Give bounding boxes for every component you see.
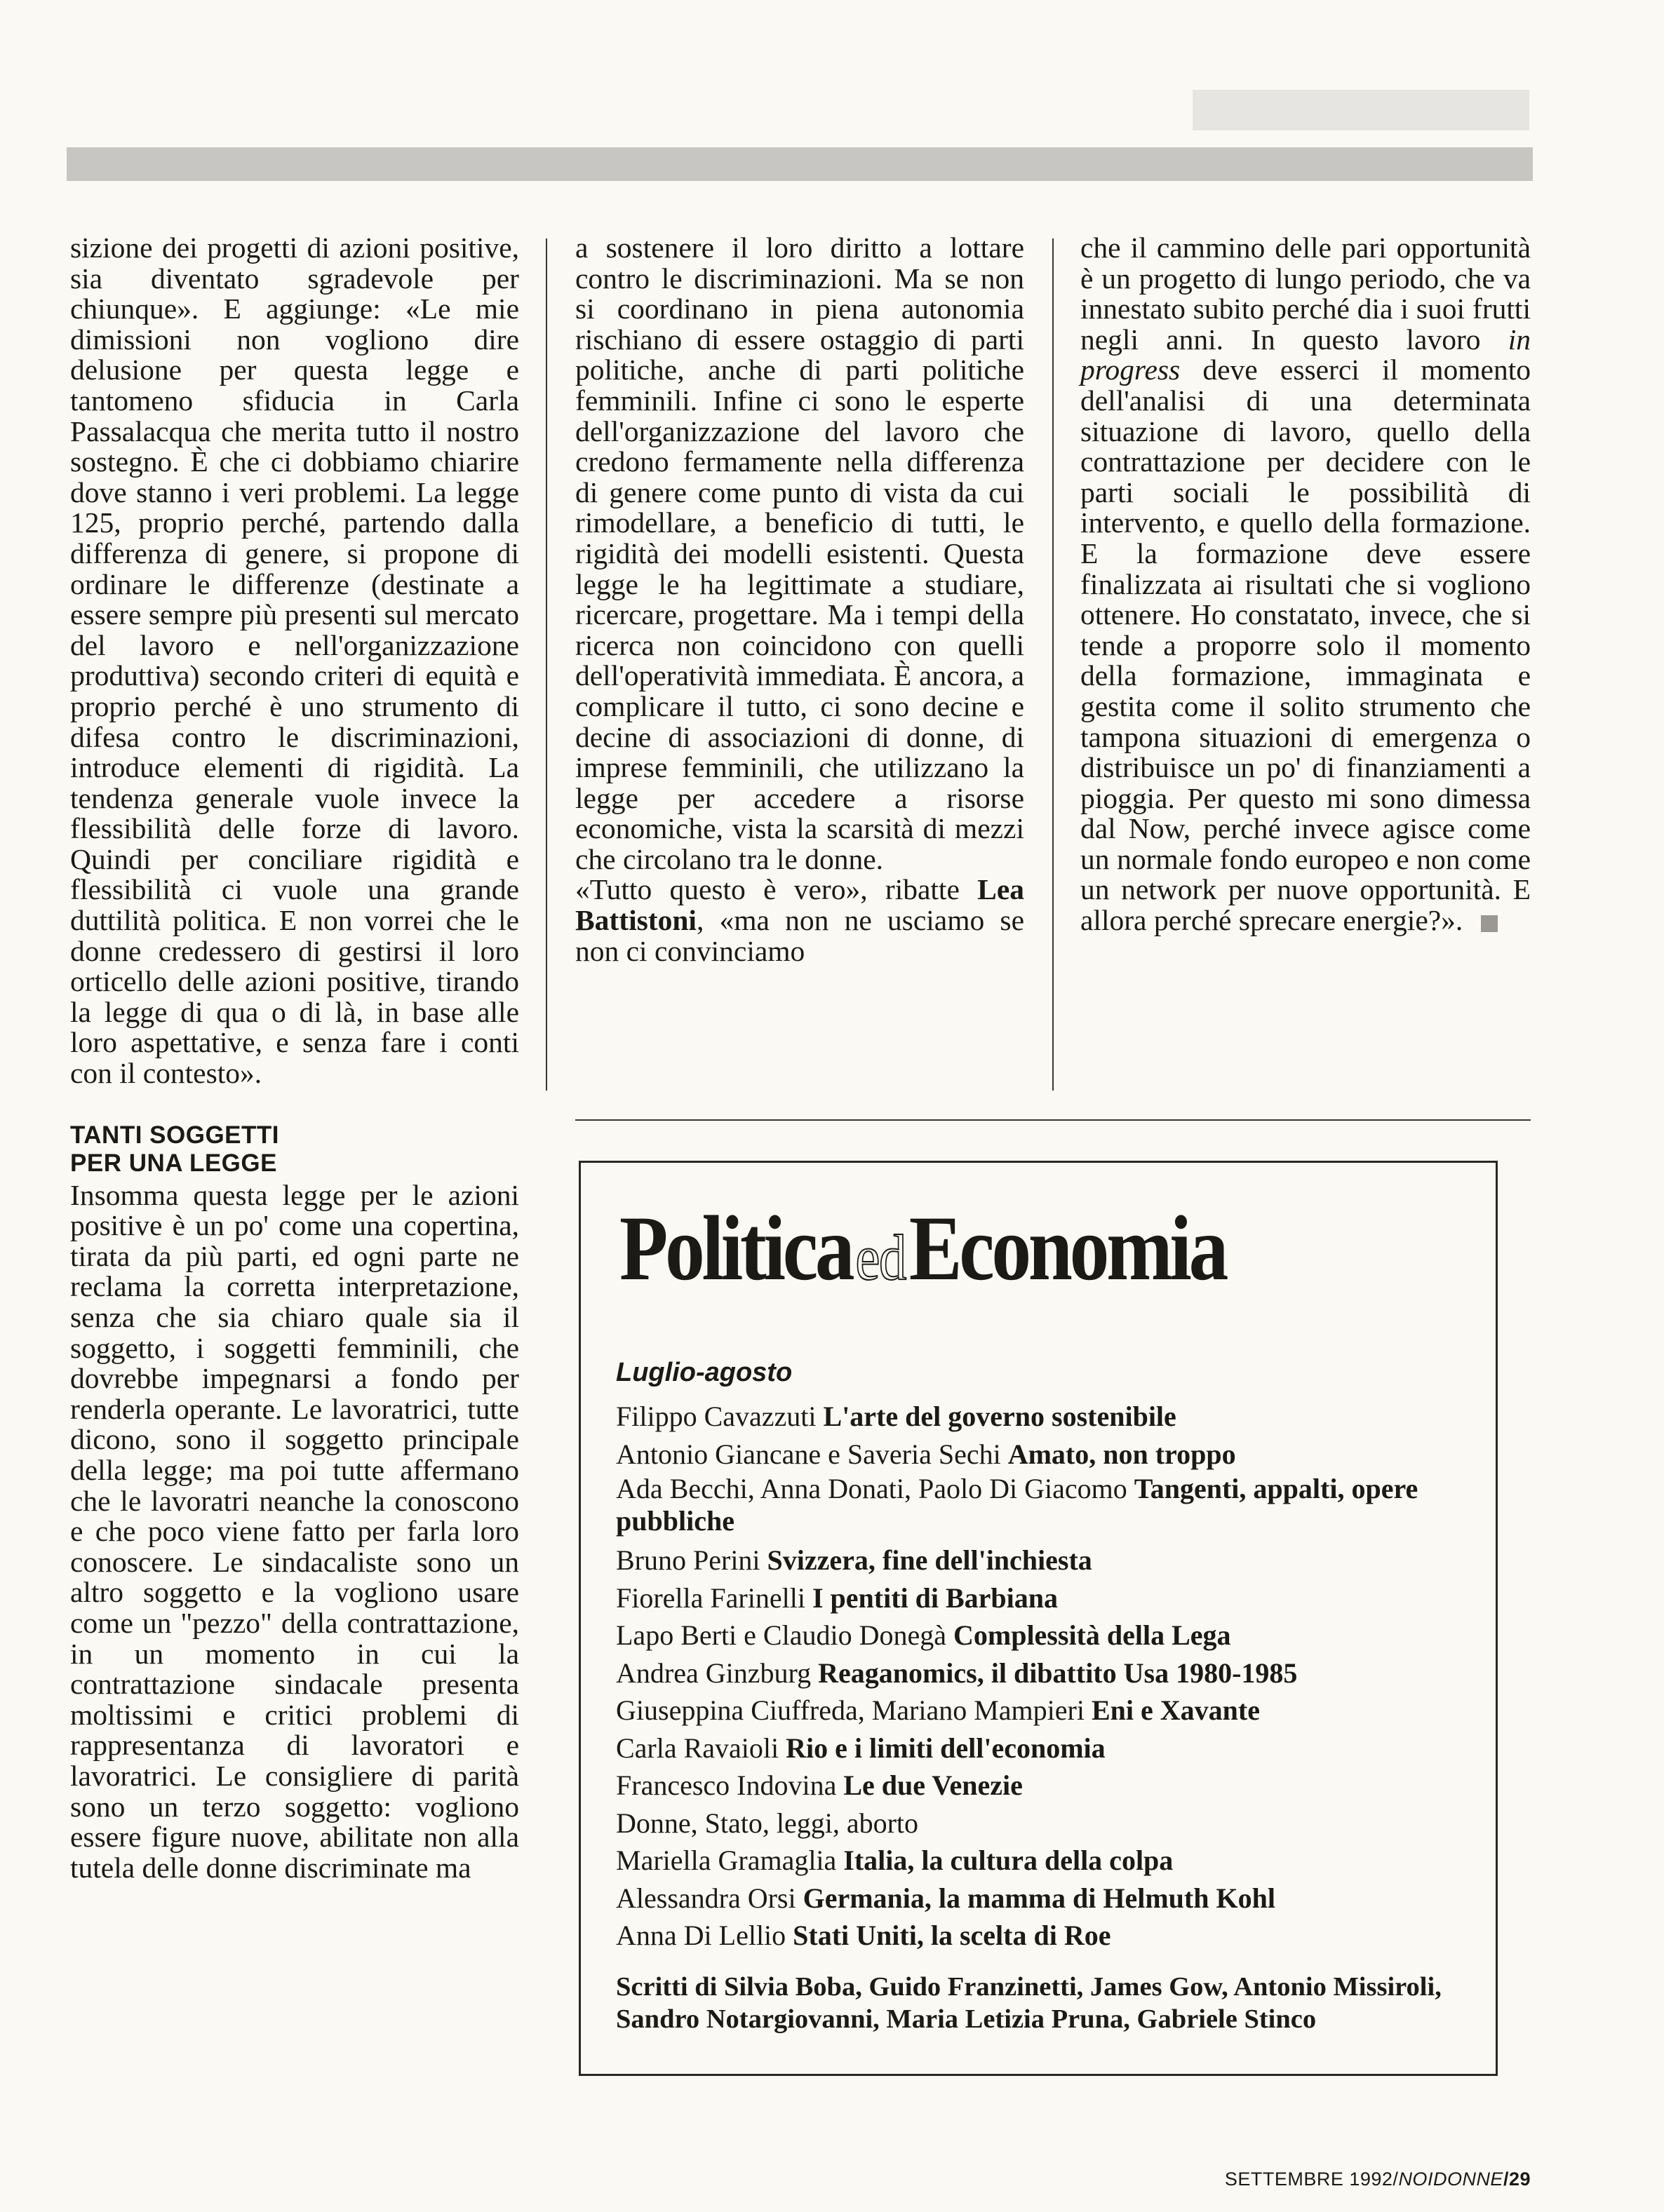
- ad-list-item: [616, 1767, 1479, 1805]
- ad-item-author: Bruno Perini: [616, 1544, 760, 1576]
- ad-item-author: Anna Di Lellio: [616, 1920, 786, 1951]
- ad-item-author: Ada Becchi, Anna Donati, Paolo Di Giacomo: [616, 1473, 1127, 1504]
- ad-masthead: PoliticaedEconomia: [619, 1196, 1226, 1300]
- ad-item-author: Antonio Giancane e Saveria Sechi: [616, 1438, 1001, 1470]
- ad-list-item: [616, 1917, 1479, 1955]
- ad-issue-date: Luglio-agosto: [616, 1358, 793, 1387]
- ad-contents-list: [616, 1398, 1479, 1955]
- ad-list-item: [616, 1473, 1479, 1537]
- section-divider: [575, 1119, 1531, 1121]
- ad-list-item: [616, 1617, 1479, 1654]
- column-divider: [1052, 238, 1054, 1091]
- ad-list-item: [616, 1842, 1479, 1880]
- ad-contributors: Scritti di Silvia Boba, Guido Franzinetti, James Gow, Antonio Missiroli, Sandro Notargiovanni, Maria Letizia Pruna, Gabriele Stinco: [616, 1972, 1442, 2034]
- ad-item-title: Tangenti, appalti, opere pubbliche: [616, 1473, 1418, 1537]
- speaker-name: Lea Battistoni: [575, 873, 1024, 937]
- article-column-1: [70, 233, 519, 1883]
- ad-item-title: Svizzera, fine dell'inchiesta: [767, 1544, 1092, 1576]
- ad-item-title: Le due Venezie: [843, 1769, 1023, 1801]
- ad-item-author: Fiorella Farinelli: [616, 1582, 805, 1614]
- article-column-2: [575, 233, 1024, 966]
- article-paragraph: che il cammino delle pari opportunità è un progetto di lungo periodo, che va innestato subito perché dia i suoi frutti negli anni. In questo lavoro in progress deve esserci il momento dell'analisi di una determinata situazione di lavoro, quello della contrattazione per decidere con le parti sociali le possibilità di intervento, e quello della formazione. E la formazione deve essere finalizzata ai risultati che si vogliono ottenere. Ho constatato, invece, che si tende a proporre solo il momento della formazione, immaginata e gestita come il solito strumento che tampona situazioni di emergenza o distribuisce un po' di finanziamenti a pioggia. Per questo mi sono dimessa dal Now, perché invece agisce come un normale fondo europeo e non come un network per nuove opportunità. E allora perché sprecare energie?».: [1080, 231, 1531, 937]
- ad-list-item: [616, 1805, 1479, 1842]
- header-ghost-band: [1193, 90, 1529, 130]
- ad-item-title: Germania, la mamma di Helmuth Kohl: [803, 1882, 1275, 1914]
- ad-list-item: [616, 1398, 1479, 1436]
- ad-item-author: Alessandra Orsi: [616, 1882, 796, 1914]
- header-gray-band: [67, 147, 1533, 181]
- page-folio: SETTEMBRE 1992/NOIDONNE/29: [1224, 2169, 1531, 2190]
- ad-list-item: [616, 1654, 1479, 1692]
- ad-item-author: Carla Ravaioli: [616, 1732, 779, 1764]
- section-subhead: TANTI SOGGETTI PER UNA LEGGE: [70, 1121, 280, 1177]
- article-paragraph: a sostenere il loro diritto a lottare contro le discriminazioni. Ma se non si coordinano in piena autonomia rischiano di essere ostaggio di parti politiche, anche di parti politiche femminili. Infine ci sono le esperte dell'organizzazione del lavoro che credono fermamente nella differenza di genere come punto di vista da cui rimodellare, a beneficio di tutti, le rigidità dei modelli esistenti. Questa legge le ha legittimate a studiare, ricercare, progettare. Ma i tempi della ricerca non coincidono con quelli dell'operatività immediata. È ancora, a complicare il tutto, ci sono decine e decine di associazioni di donne, di imprese femminili, che utilizzano la legge per accedere a risorse economiche, vista la scarsità di mezzi che circolano tra le donne.: [575, 231, 1024, 875]
- ad-item-author: Giuseppina Ciuffreda, Mariano Mampieri: [616, 1694, 1085, 1726]
- article-column-3: [1080, 233, 1531, 936]
- ad-list-item: [616, 1692, 1479, 1729]
- ad-item-title: Amato, non troppo: [1007, 1438, 1236, 1470]
- ad-item-title: L'arte del governo sostenibile: [823, 1401, 1176, 1432]
- ad-item-author: Andrea Ginzburg: [616, 1657, 812, 1689]
- ad-item-author: Donne, Stato, leggi, aborto: [616, 1807, 919, 1839]
- ad-item-author: Lapo Berti e Claudio Donegà: [616, 1619, 946, 1651]
- advertisement-box: [579, 1161, 1498, 2076]
- ad-item-title: Eni e Xavante: [1091, 1694, 1260, 1726]
- article-paragraph: «Tutto questo è vero», ribatte Lea Battistoni, «ma non ne usciamo se non ci convinciamo: [575, 873, 1024, 967]
- ad-list-item: [616, 1880, 1479, 1917]
- ad-item-title: Reaganomics, il dibattito Usa 1980-1985: [818, 1657, 1298, 1689]
- ad-item-author: Filippo Cavazzuti: [616, 1401, 817, 1432]
- end-mark-icon: [1481, 915, 1498, 932]
- ad-item-title: Rio e i limiti dell'economia: [786, 1732, 1106, 1764]
- ad-item-title: Italia, la cultura della colpa: [843, 1845, 1174, 1876]
- article-paragraph: sizione dei progetti di azioni positive, sia diventato sgradevole per chiunque». E aggiunge: «Le mie dimissioni non vogliono dire delusione per questa legge e tantomeno sfiducia in Carla Passalacqua che merita tutto il nostro sostegno. È che ci dobbiamo chiarire dove stanno i veri problemi. La legge 125, proprio perché, partendo dalla differenza di genere, si propone di ordinare le differenze (destinate a essere sempre più presenti sul mercato del lavoro e nell'organizzazione produttiva) secondo criteri di equità e proprio perché è uno strumento di difesa contro le discriminazioni, introduce elementi di rigidità. La tendenza generale vuole invece la flessibilità delle forze di lavoro. Quindi per conciliare rigidità e flessibilità ci vuole una grande duttilità politica. E non vorrei che le donne credessero di gestirsi il loro orticello delle azioni positive, tirando la legge di qua o di là, in base alle loro aspettative, e senza fare i conti con il contesto».: [70, 231, 519, 1090]
- article-paragraph: Insomma questa legge per le azioni positive è un po' come una copertina, tirata da più parti, ed ogni parte ne reclama la corretta interpretazione, senza che sia chiaro quale sia il soggetto, i soggetti femminili, che dovrebbe impegnarsi a fondo per renderla operante. Le lavoratrici, tutte dicono, sono il soggetto principale della legge; ma poi tutte affermano che le lavoratri neanche la conoscono e che poco viene fatto per farla loro conoscere. Le sindacaliste sono un altro soggetto e la vogliono usare come un "pezzo" della contrattazione, in un momento in cui la contrattazione sindacale presenta moltissimi e critici problemi di rappresentanza di lavoratori e lavoratrici. Le consigliere di parità sono un terzo soggetto: vogliono essere figure nuove, abilitate non alla tutela delle donne discriminate ma: [70, 1178, 519, 1884]
- ad-list-item: [616, 1729, 1479, 1767]
- ad-list-item: [616, 1542, 1479, 1579]
- ad-item-title: I pentiti di Barbiana: [812, 1582, 1059, 1614]
- column-divider: [546, 238, 547, 1091]
- ad-item-author: Francesco Indovina: [616, 1769, 837, 1801]
- ad-item-author: Mariella Gramaglia: [616, 1845, 837, 1876]
- ad-item-title: Complessità della Lega: [953, 1619, 1231, 1651]
- ad-item-title: Stati Uniti, la scelta di Roe: [793, 1920, 1111, 1951]
- ad-list-item: [616, 1436, 1479, 1473]
- ad-list-item: [616, 1579, 1479, 1617]
